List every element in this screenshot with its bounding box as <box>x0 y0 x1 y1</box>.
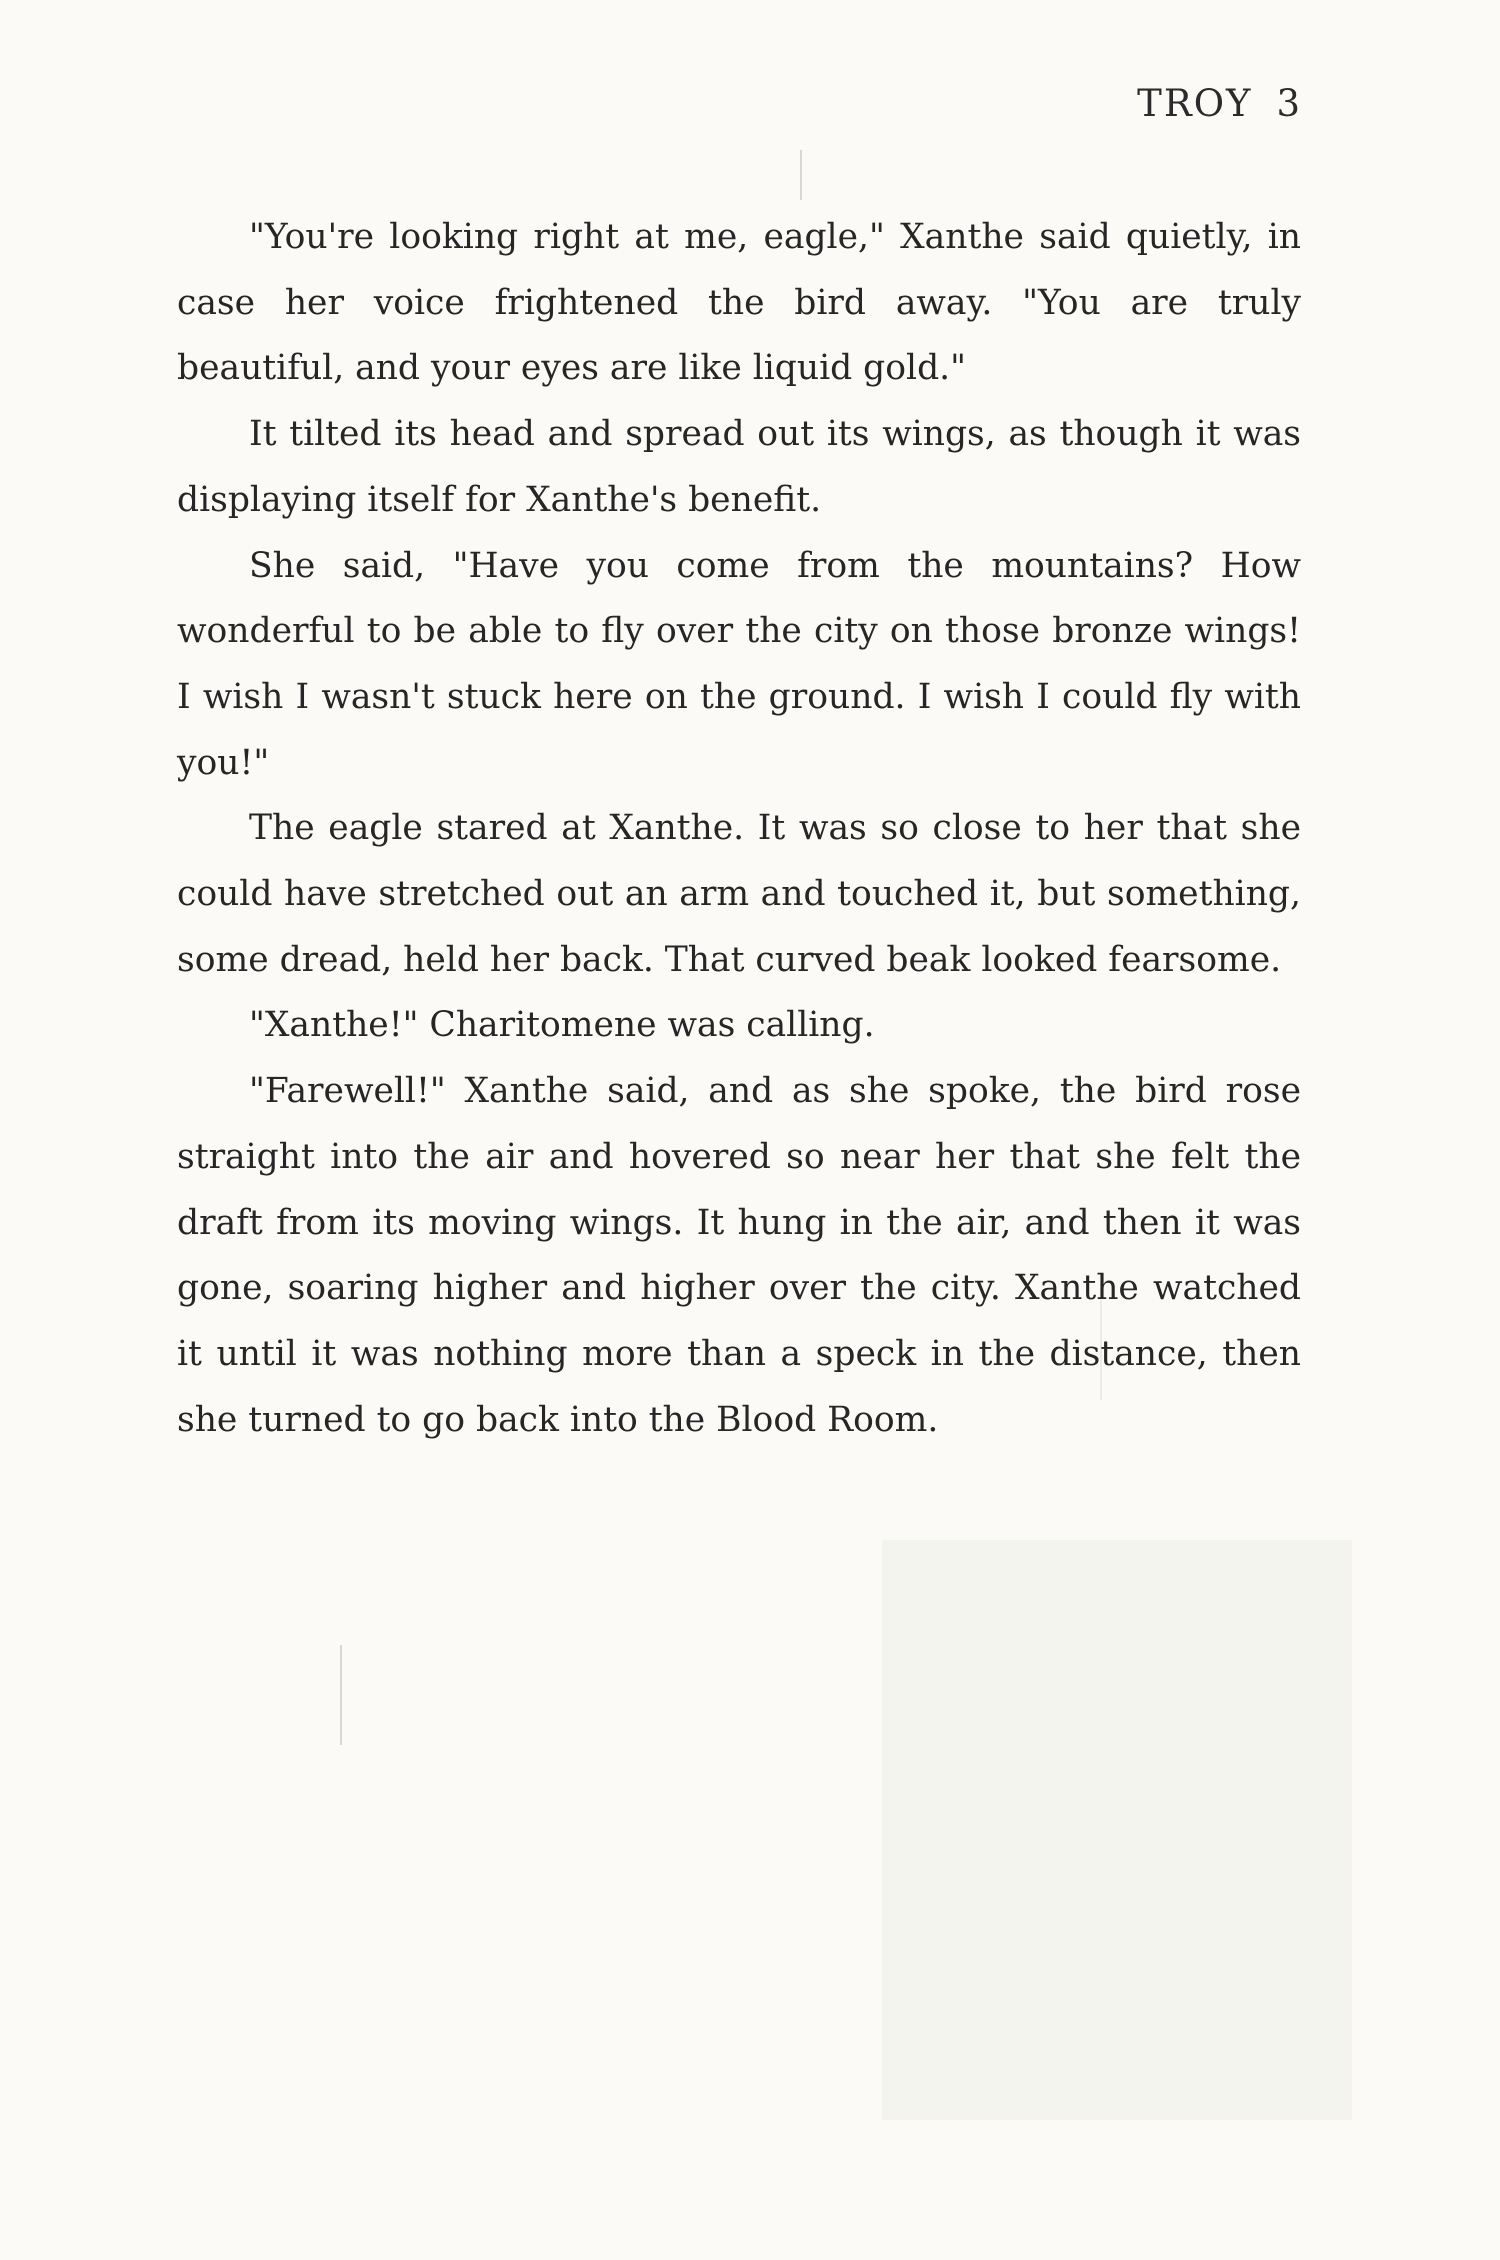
scan-shading <box>882 1540 1352 2120</box>
paragraph: The eagle stared at Xanthe. It was so close to her that she could have stretched out an arm and touched it, but something, some dread, held her back. That curved beak looked fearsome. <box>177 808 1301 980</box>
scan-artifact <box>340 1645 342 1745</box>
paragraph: "You're looking right at me, eagle," Xanthe said quietly, in case her voice frightened the bird away. "You are truly beautiful, and your eyes are like liquid gold." <box>177 217 1301 389</box>
paragraph: "Xanthe!" Charitomene was calling. <box>249 1005 875 1046</box>
paragraph: It tilted its head and spread out its wings, as though it was displaying itself for Xanthe's benefit. <box>177 414 1301 520</box>
scan-artifact <box>800 150 802 200</box>
page-number: 3 <box>1276 82 1302 125</box>
running-title: TROY <box>1137 82 1253 125</box>
paragraph: She said, "Have you come from the mountains? How wonderful to be able to fly over the city on those bronze wings! I wish I wasn't stuck here on the ground. I wish I could fly with you!" <box>177 545 1301 783</box>
paragraph: "Farewell!" Xanthe said, and as she spoke, the bird rose straight into the air and hovered so near her that she felt the draft from its moving wings. It hung in the air, and then it was gone, soaring higher and higher over the city. Xanthe watched it until it was nothing more than a speck in the distance, then she turned to go back into the Blood Room. <box>177 1071 1301 1440</box>
body-text <box>177 205 1301 1453</box>
running-head <box>1137 82 1302 125</box>
